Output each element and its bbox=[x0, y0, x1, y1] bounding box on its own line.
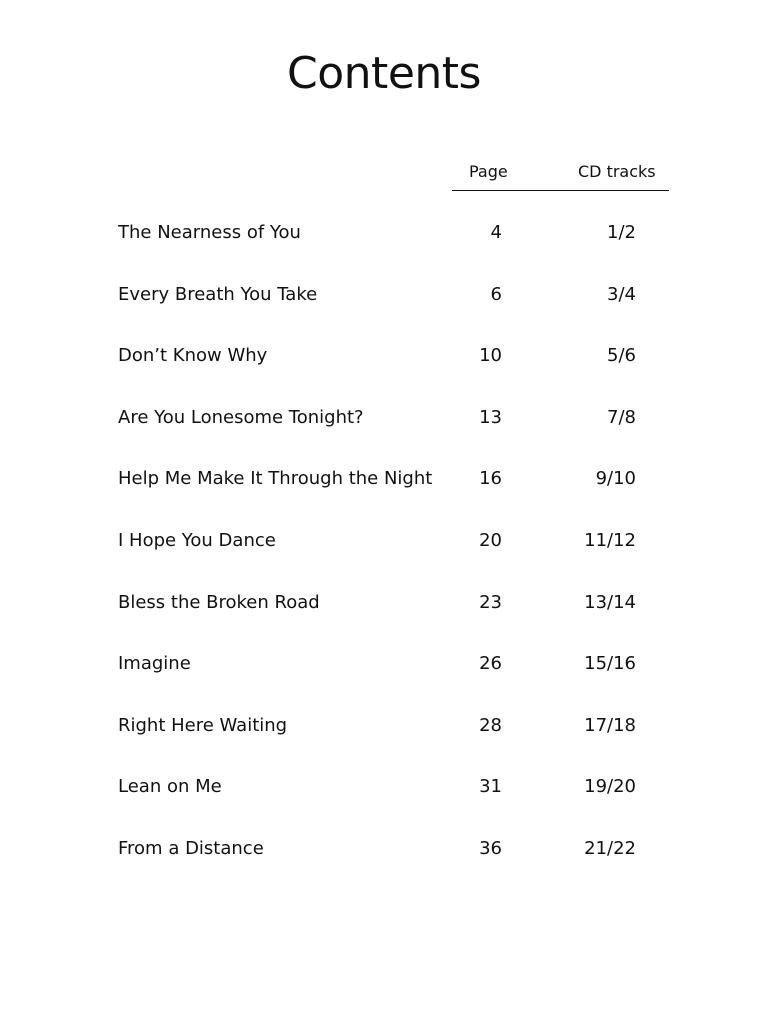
song-title: Help Me Make It Through the Night bbox=[118, 468, 433, 490]
cd-tracks: 7/8 bbox=[607, 406, 636, 428]
contents-entry bbox=[0, 528, 768, 590]
page-number: 28 bbox=[479, 714, 502, 736]
cd-tracks: 1/2 bbox=[607, 222, 636, 243]
cd-tracks: 19/20 bbox=[584, 776, 636, 798]
cd-tracks: 11/12 bbox=[584, 529, 636, 551]
page-number: 23 bbox=[479, 591, 502, 613]
song-title: Bless the Broken Road bbox=[118, 591, 320, 613]
contents-entry bbox=[0, 590, 768, 652]
contents-entry bbox=[0, 405, 768, 467]
contents-entry bbox=[0, 651, 768, 713]
song-title: Don’t Know Why bbox=[118, 345, 268, 367]
page-number: 20 bbox=[479, 529, 502, 551]
page-title: Contents bbox=[287, 48, 481, 99]
contents-entry bbox=[0, 466, 768, 528]
cd-tracks: 17/18 bbox=[584, 714, 636, 736]
contents-entry bbox=[0, 713, 768, 775]
song-title: The Nearness of You bbox=[118, 222, 301, 243]
page-number: 36 bbox=[479, 837, 502, 859]
page-number: 10 bbox=[479, 345, 502, 367]
cd-tracks: 15/16 bbox=[584, 653, 636, 675]
cd-tracks: 21/22 bbox=[584, 837, 636, 859]
contents-list bbox=[0, 220, 768, 898]
page-number: 16 bbox=[479, 468, 502, 490]
page-number: 13 bbox=[479, 406, 502, 428]
contents-entry bbox=[0, 774, 768, 836]
song-title: Imagine bbox=[118, 653, 191, 675]
cd-tracks-column-header: CD tracks bbox=[578, 162, 656, 181]
contents-entry bbox=[0, 343, 768, 405]
page-number: 26 bbox=[479, 653, 502, 675]
cd-tracks: 13/14 bbox=[584, 591, 636, 613]
header-divider bbox=[452, 190, 669, 191]
page-number: 31 bbox=[479, 776, 502, 798]
song-title: Are You Lonesome Tonight? bbox=[118, 406, 364, 428]
page-number: 6 bbox=[490, 283, 502, 305]
page-column-header: Page bbox=[469, 162, 508, 181]
cd-tracks: 9/10 bbox=[595, 468, 636, 490]
page-number: 4 bbox=[490, 222, 502, 243]
song-title: From a Distance bbox=[118, 837, 264, 859]
song-title: I Hope You Dance bbox=[118, 529, 276, 551]
contents-entry bbox=[0, 836, 768, 898]
song-title: Every Breath You Take bbox=[118, 283, 318, 305]
song-title: Lean on Me bbox=[118, 776, 222, 798]
contents-entry bbox=[0, 282, 768, 344]
cd-tracks: 5/6 bbox=[607, 345, 636, 367]
cd-tracks: 3/4 bbox=[607, 283, 636, 305]
contents-entry bbox=[0, 220, 768, 282]
song-title: Right Here Waiting bbox=[118, 714, 288, 736]
